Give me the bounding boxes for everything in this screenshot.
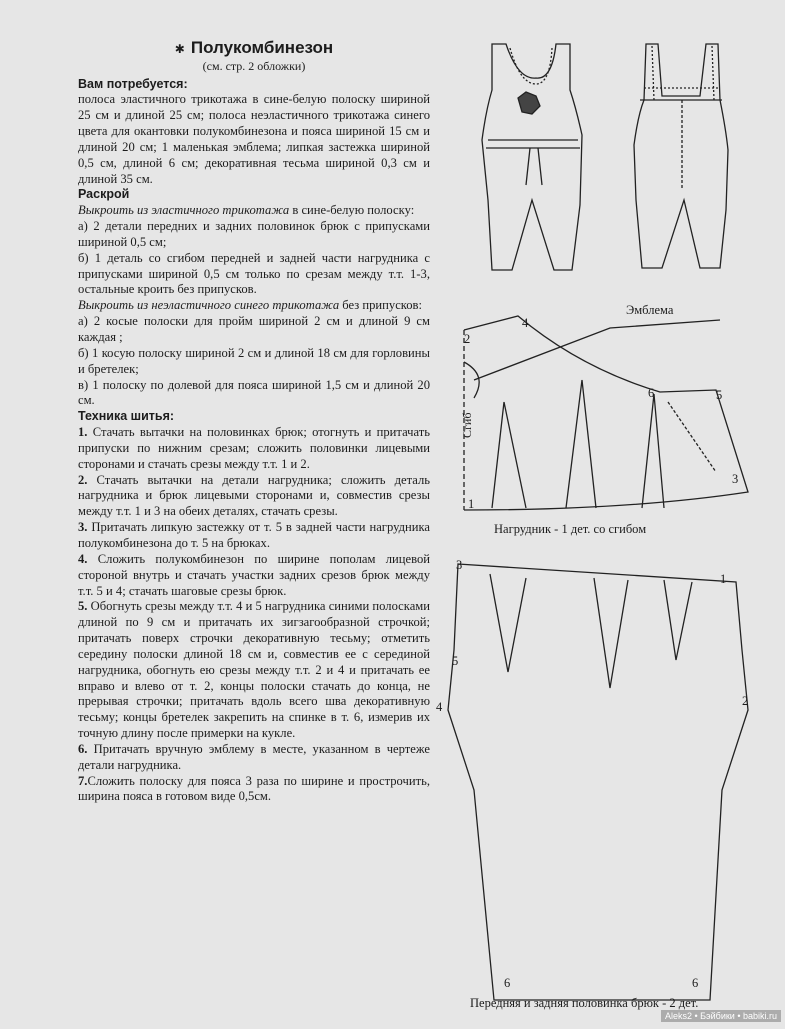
article-title-text: Полукомбинезон [190,38,334,57]
article-body [78,77,430,806]
cut1-intro-italic: Выкроить из эластичного трикотажа [78,203,290,218]
step-number: 7. [78,773,88,788]
step-5 [78,599,430,742]
bib-pattern [464,316,748,510]
pants-point-5: 5 [452,654,459,668]
pants-point-6-right: 6 [692,976,699,990]
cut2-intro-italic: Выкроить из неэластичного синего трикотажа [78,298,340,313]
pants-point-2: 2 [742,694,749,708]
step-2 [78,473,430,521]
emblem-sketch [518,92,540,114]
pants-point-3: 3 [456,558,463,572]
pants-point-4: 4 [436,700,443,714]
step-4 [78,552,430,600]
bib-caption: Нагрудник - 1 дет. со сгибом [494,522,647,536]
step-number: 4. [78,551,88,566]
step-text: Притачать липкую застежку от т. 5 в задней части нагрудника полукомбинезона до т. 5 на брюках. [78,520,430,550]
star-icon: ✱ [174,41,185,56]
jumpsuit-back-sketch [634,44,728,268]
bib-point-3: 3 [732,472,739,486]
step-number: 1. [78,425,88,440]
step-text: Притачать вручную эмблему в месте, указанном в чертеже детали нагрудника. [78,741,430,772]
step-number: 3. [78,520,88,535]
materials-text: полоса эластичного трикотажа в сине-белую полоску шириной 25 см и длиной 25 см; полоса неэластичного трикотажа синего цвета для окантовки полукомбинезона и пояса шириной 15 см и длиной 20 см; 1 маленькая эмблема; липкая застежка шириной 0,5 см, длиной 6 см; декоративная тесьма шириной 0,3 см и длиной 35 см. [78,92,430,186]
bib-point-1: 1 [468,497,475,511]
cut2-intro-rest: без припусков: [339,298,423,313]
cut2-intro [78,298,430,314]
step-text: Сложить полоску для пояса 3 раза по ширине и прострочить, ширина пояса в готовом виде 0,5см. [78,773,430,804]
cut1-b: б) 1 деталь со сгибом передней и задней части нагрудника с припусками шириной 0,5 см только по срезам между т.т. 1-3, остальные кроить без припусков. [78,250,430,297]
step-text: Обогнуть срезы между т.т. 4 и 5 нагрудника синими полосками длиной по 9 см и притачать их зигзагообразной строчкой; притачать поверх строчки декоративную тесьму; отметить середину полоски длиной 18 см и, совместив ее с серединой нагрудника, обогнуть ею срезы между т.т. 2 и 4 и притачать ее вправо и влево от т. 2, концы полоски стачать до конца, не прерывая строчки; притачать вдоль всего шва декоративную тесьму; концы бретелек закрепить на спинке в т. 6, измерив их точную длину после примерки на кукле. [78,599,430,741]
pants-pattern [448,564,748,1000]
cut2-a: а) 2 косые полоски для пройм шириной 2 см и длиной 9 см каждая ; [78,314,430,345]
jumpsuit-front-sketch [482,44,582,270]
bib-point-4: 4 [522,316,529,330]
step-7 [78,774,430,806]
pants-caption: Передняя и задняя половинка брюк - 2 дет. [470,996,699,1010]
step-6 [78,742,430,774]
figures-svg [430,0,785,1024]
article-title [78,38,430,59]
step-number: 6. [78,741,88,756]
step-text: Стачать вытачки на половинках брюк; отогнуть и притачать припуски по нижним срезам; сложить половинки лицевыми сторонами и стачать срезы между т.т. 1 и 2. [78,425,430,471]
step-number: 2. [78,472,88,487]
materials-heading: Вам потребуется: [78,76,188,91]
bib-point-6: 6 [648,386,655,400]
cut1-intro-rest: в сине-белую полоску: [289,203,415,218]
step-3 [78,520,430,552]
step-text: Сложить полукомбинезон по ширине пополам лицевой стороной внутрь и стачать участки задних срезов брюк между т.т. 5 и 4; стачать шаговые срезы брюк. [78,551,430,598]
cut2-c: в) 1 полоску по долевой для пояса шириной 1,5 см и длиной 20 см. [78,377,430,408]
cut1-a: а) 2 детали передних и задних половинок брюк с припусками шириной 0,5 см; [78,219,430,249]
pants-point-6-left: 6 [504,976,511,990]
article-column [78,38,430,805]
pants-point-1: 1 [720,572,727,586]
watermark: Aleks2 • Бэйбики • babiki.ru [661,1010,781,1022]
bib-point-2: 2 [464,332,471,346]
cutting-heading: Раскрой [78,187,130,202]
step-text: Стачать вытачки на детали нагрудника; сложить деталь нагрудника и брюк лицевыми сторонами и, совместив срезы между т.т. 1 и 3 на обеих деталях, стачать срезы. [78,472,430,519]
cut1-intro [78,203,430,219]
step-number: 5. [78,599,88,614]
article-subtitle: (см. стр. 2 обложки) [202,58,306,73]
step-1 [78,425,430,473]
fold-label: Сгиб [460,412,474,438]
technique-heading: Техника шитья: [78,409,175,424]
emblem-label: Эмблема [626,303,674,317]
cut2-b: б) 1 косую полоску шириной 2 см и длиной 18 см для горловины и бретелек; [78,345,430,376]
figures-column [430,0,785,1024]
bib-point-5: 5 [716,388,723,402]
